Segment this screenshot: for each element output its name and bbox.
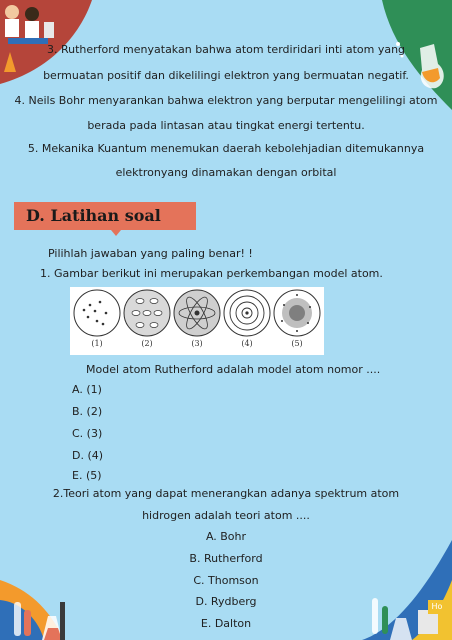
section-header <box>14 202 196 230</box>
q2-option-c: C. Thomson <box>193 574 259 587</box>
q2-option-d: D. Rydberg <box>195 595 257 608</box>
instruction-text: Pilihlah jawaban yang paling benar! ! <box>48 247 253 260</box>
q1-option-e: E. (5) <box>72 469 102 482</box>
q2-option-e: E. Dalton <box>200 617 252 630</box>
q2-option-a: A. Bohr <box>205 530 247 543</box>
q1-option-d: D. (4) <box>72 449 104 462</box>
model-label-4: (4) <box>241 339 253 348</box>
question-1-prompt: Model atom Rutherford adalah model atom nomor .... <box>86 363 381 376</box>
atom-model-4 <box>224 290 270 336</box>
model-label-3: (3) <box>191 339 203 348</box>
q2-option-b: B. Rutherford <box>189 552 263 565</box>
q1-option-a: A. (1) <box>72 383 102 396</box>
section-header-pointer <box>111 230 121 236</box>
atom-model-3 <box>174 290 220 336</box>
atom-model-2 <box>124 290 170 336</box>
summary-p4-line2: berada pada lintasan atau tingkat energi tertentu. <box>87 119 365 132</box>
summary-p3-line1: 3. Rutherford menyatakan bahwa atom terdiridari inti atom yang <box>46 43 406 56</box>
summary-p3-line2: bermuatan positif dan dikelilingi elektron yang bermuatan negatif. <box>43 69 409 82</box>
question-1-text: 1. Gambar berikut ini merupakan perkembangan model atom. <box>40 267 383 280</box>
model-label-2: (2) <box>141 339 153 348</box>
atom-model-5 <box>274 290 320 336</box>
question-2-line1: 2.Teori atom yang dapat menerangkan adanya spektrum atom <box>52 487 400 500</box>
section-title: D. Latihan soal <box>26 206 161 225</box>
model-label-5: (5) <box>291 339 303 348</box>
q1-option-c: C. (3) <box>72 427 103 440</box>
atom-models-figure <box>70 287 324 355</box>
atom-model-1 <box>74 290 120 336</box>
question-2-line2: hidrogen adalah teori atom .... <box>142 509 310 522</box>
summary-p5-line1: 5. Mekanika Kuantum menemukan daerah kebolehjadian ditemukannya <box>27 142 425 155</box>
summary-p5-line2: elektronyang dinamakan dengan orbital <box>115 166 337 179</box>
summary-p4-line1: 4. Neils Bohr menyarankan bahwa elektron yang berputar mengelilingi atom <box>14 94 438 107</box>
q1-option-b: B. (2) <box>72 405 103 418</box>
atom-models-drawing <box>70 287 324 339</box>
model-label-1: (1) <box>91 339 103 348</box>
badge-text: Ho <box>431 602 443 611</box>
